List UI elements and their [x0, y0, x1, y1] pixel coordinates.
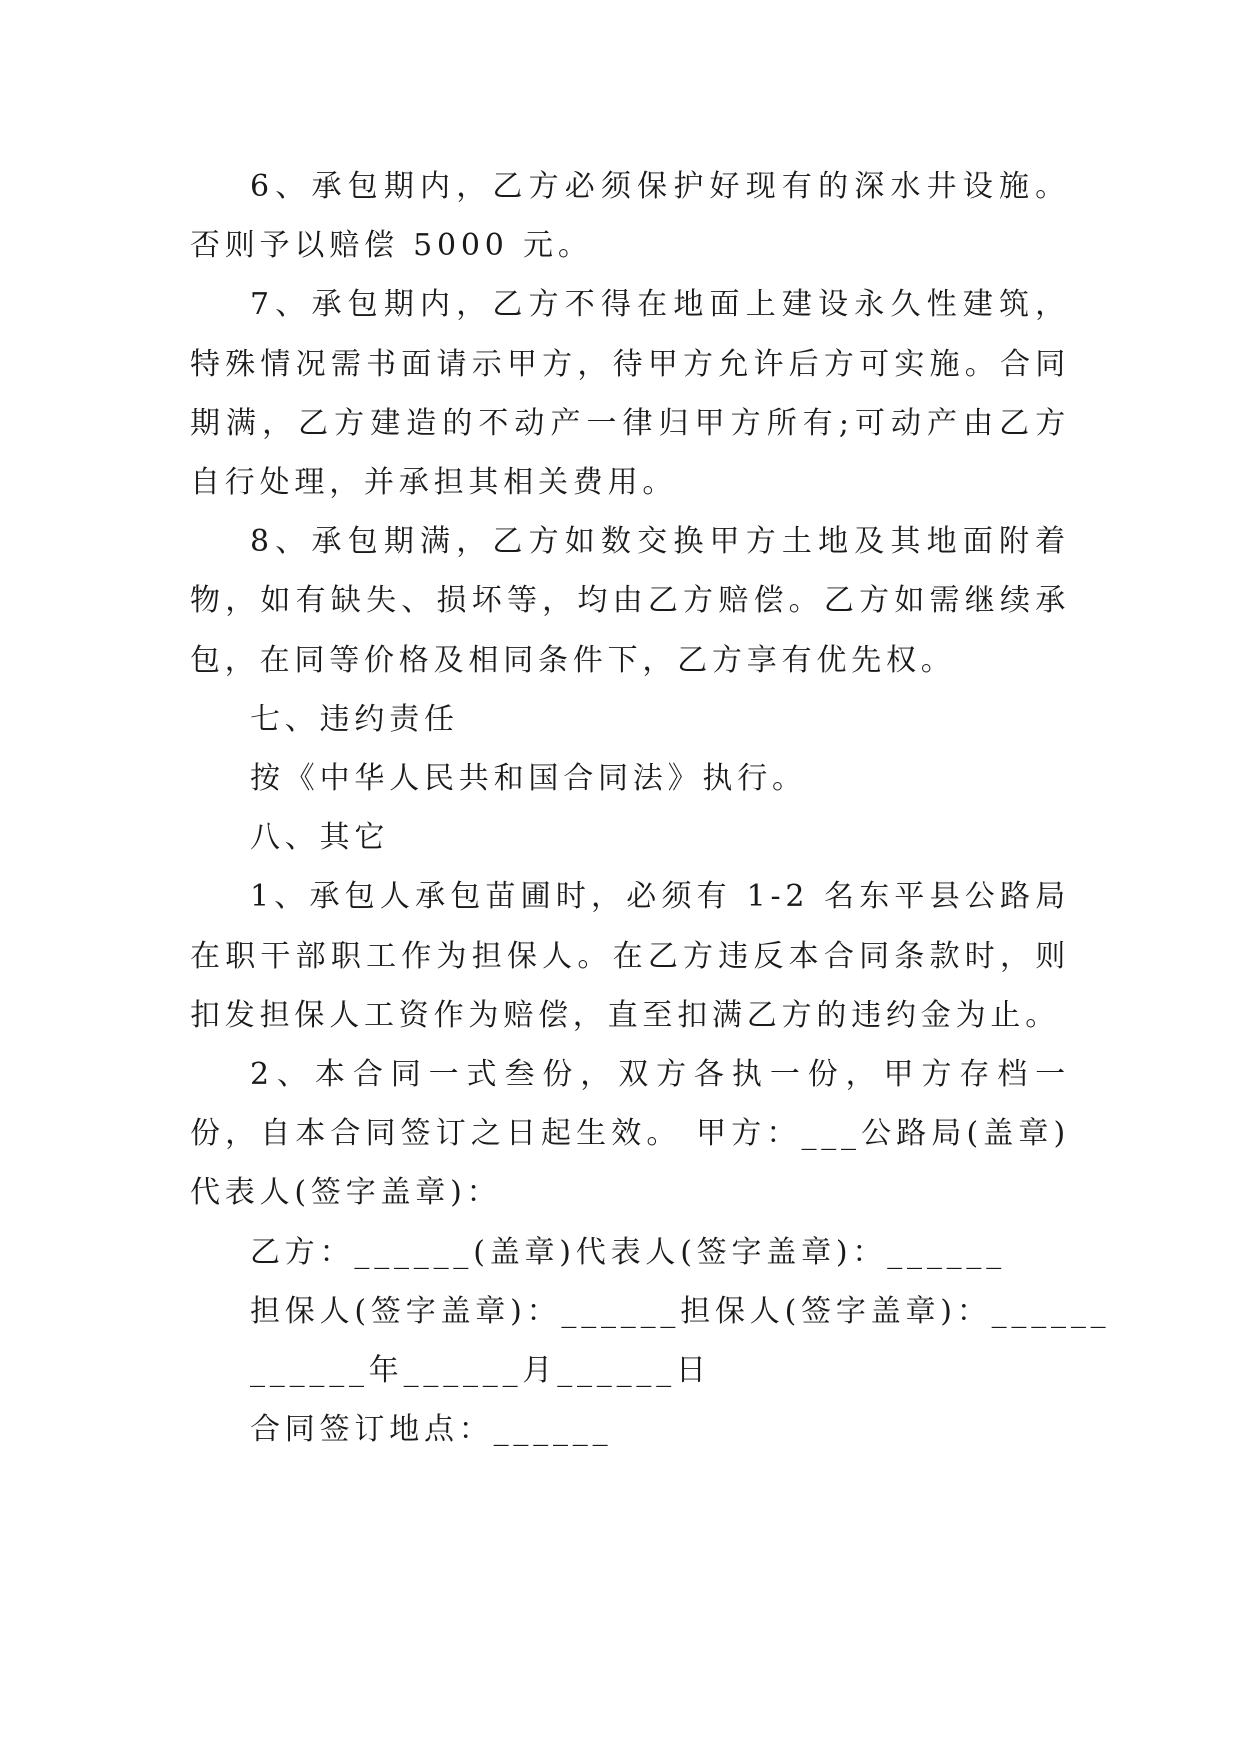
section-eight-heading: 八、其它 [250, 820, 390, 856]
section-seven-heading: 七、违约责任 [250, 701, 459, 737]
signature-party-b: 乙方：______(盖章)代表人(签字盖章)：______ [250, 1234, 1007, 1270]
clause-8: 8、承包期满，乙方如数交换甲方土地及其地面附着物，如有缺失、损坏等，均由乙方赔偿。乙方如需继续承包，在同等价格及相同条件下，乙方享有优先权。 [190, 524, 1070, 678]
section-eight-item-2: 2、本合同一式叁份，双方各执一份，甲方存档一份，自本合同签订之日起生效。 甲方：___公路局(盖章)代表人(签字盖章)： [190, 1057, 1070, 1211]
contract-body [190, 157, 1111, 1459]
section-seven-body: 按《中华人民共和国合同法》执行。 [250, 761, 807, 797]
clause-7: 7、承包期内，乙方不得在地面上建设永久性建筑，特殊情况需书面请示甲方，待甲方允许后方可实施。合同期满，乙方建造的不动产一律归甲方所有;可动产由乙方自行处理，并承担其相关费用。 [190, 287, 1070, 501]
signature-date: ______年______月______日 [250, 1353, 711, 1389]
signature-place: 合同签订地点：______ [250, 1412, 613, 1448]
signature-guarantors: 担保人(签字盖章)：______担保人(签字盖章)：______ [250, 1293, 1111, 1329]
clause-6: 6、承包期内，乙方必须保护好现有的深水井设施。否则予以赔偿 5000 元。 [190, 169, 1070, 264]
section-eight-item-1: 1、承包人承包苗圃时，必须有 1-2 名东平县公路局在职干部职工作为担保人。在乙方违反本合同条款时，则扣发担保人工资作为赔偿，直至扣满乙方的违约金为止。 [190, 879, 1070, 1033]
